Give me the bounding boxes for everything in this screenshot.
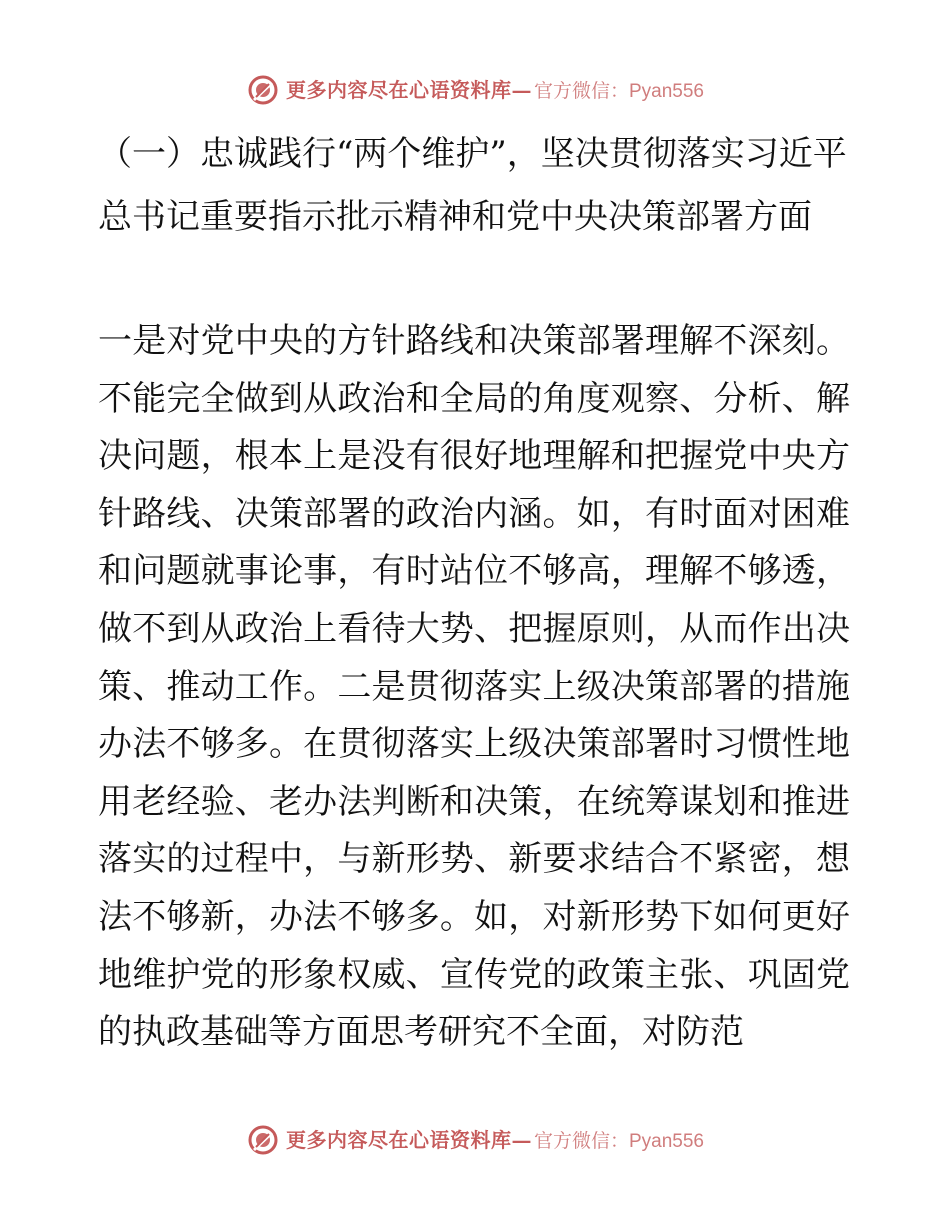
body-paragraph: 一是对党中央的方针路线和决策部署理解不深刻。不能完全做到从政治和全局的角度观察、分析、解决问题，根本上是没有很好地理解和把握党中央方针路线、决策部署的政治内涵。如，有时面对困难和问题就事论事，有时站位不够高，理解不够透，做不到从政治上看待大势、把握原则，从而作出决策、推动工作。二是贯彻落实上级决策部署的措施办法不够多。在贯彻落实上级决策部署时习惯性地用老经验、老办法判断和决策，在统筹谋划和推进落实的过程中，与新形势、新要求结合不紧密，想法不够新，办法不够多。如，对新形势下如何更好地维护党的形象权威、宣传党的政策主张、巩固党的执政基础等方面思考研究不全面，对防范 [98, 321, 850, 1053]
watermark-left-text: 更多内容尽在心语资料库— [285, 1127, 532, 1152]
header-watermark-banner [0, 70, 950, 110]
feather-seal-logo-icon [246, 1123, 280, 1157]
footer-watermark-banner [0, 1120, 950, 1160]
feather-seal-logo-icon [246, 73, 280, 107]
watermark-left-text: 更多内容尽在心语资料库— [285, 77, 532, 102]
watermark-right-text: 官方微信：Pyan556 [533, 1130, 704, 1152]
watermark-right-text: 官方微信：Pyan556 [533, 80, 704, 102]
watermark-text [285, 1127, 704, 1152]
section-heading: （一）忠诚践行“两个维护”，坚决贯彻落实习近平总书记重要指示批示精神和党中央决策部署方面 [98, 134, 847, 237]
watermark-text [285, 77, 704, 102]
document-content [98, 123, 850, 1096]
